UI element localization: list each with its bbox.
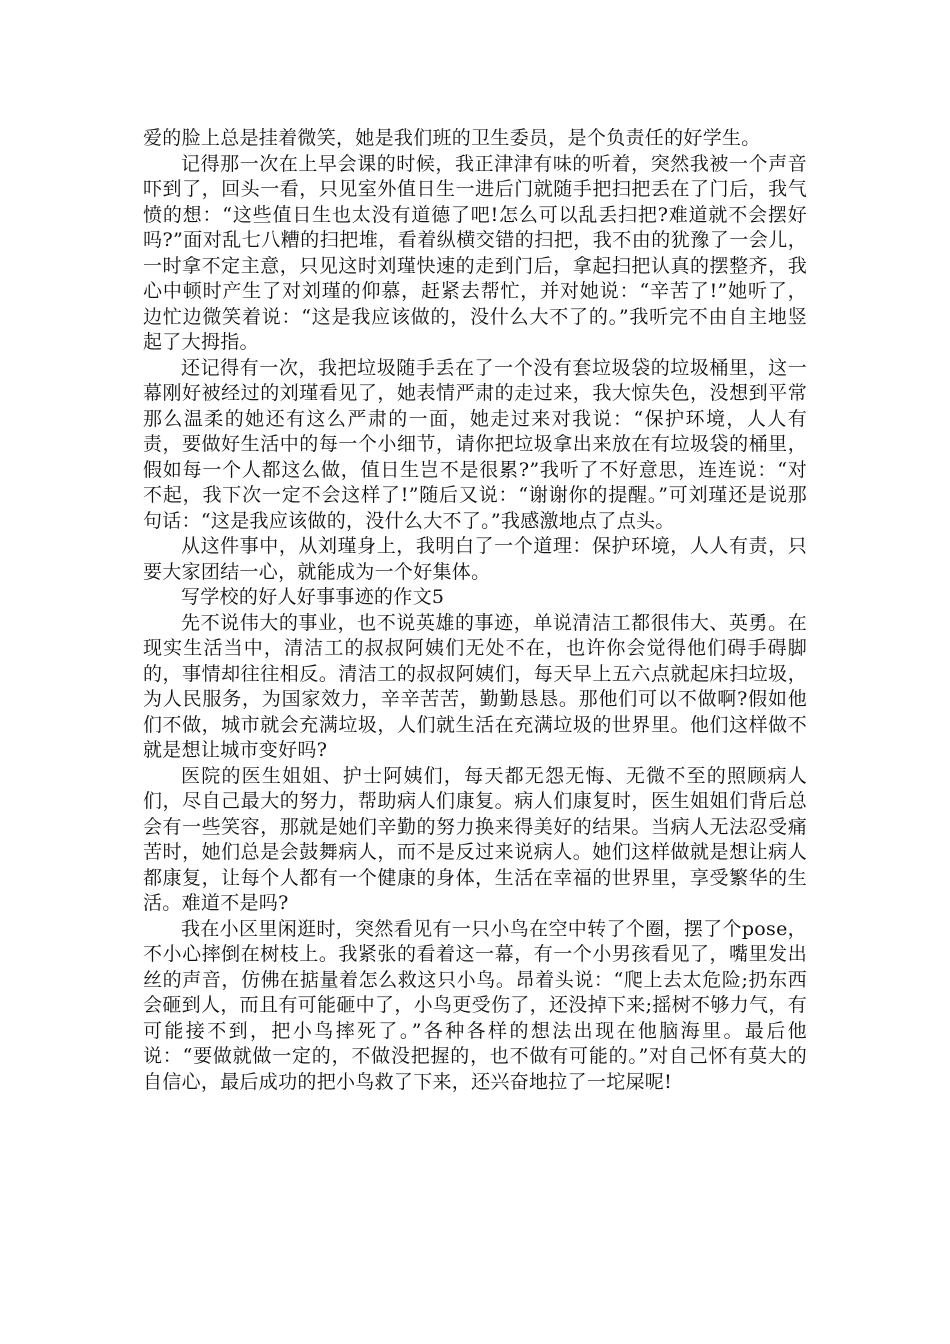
paragraph-cleaners: 先不说伟大的事业，也不说英雄的事迹，单说清洁工都很伟大、英勇。在现实生活当中，清洁工的叔叔阿姨们无处不在，也许你会觉得他们碍手碍脚的，事情却往往相反。清洁工的叔叔阿姨们，每天早上五六点就起床扫垃圾，为人民服务，为国家效力，辛辛苦苦，勤勤恳恳。那他们可以不做啊?假如他们不做，城市就会充满垃圾，人们就生活在充满垃圾的世界里。他们这样做不就是想让城市变好吗? bbox=[143, 611, 807, 761]
essay-heading: 写学校的好人好事事迹的作文5 bbox=[181, 586, 445, 608]
paragraph-broom-story: 记得那一次在上早会课的时候，我正津津有味的听着，突然我被一个声音吓到了，回头一看，只见室外值日生一进后门就随手把扫把丢在了门后，我气愤的想：“这些值日生也太没有道德了吧!怎么可以乱丢扫把?难道就不会摆好吗?”面对乱七八糟的扫把堆，看着纵横交错的扫把，我不由的犹豫了一会儿，一时拿不定主意，只见这时刘瑾快速的走到门后，拿起扫把认真的摆整齐，我心中顿时产生了对刘瑾的仰慕，赶紧去帮忙，并对她说：“辛苦了!”她听了，边忙边微笑着说：“这是我应该做的，没什么大不了的。”我听完不由自主地竖起了大拇指。 bbox=[143, 152, 807, 353]
paragraph-lesson: 从这件事中，从刘瑾身上，我明白了一个道理：保护环境，人人有责，只要大家团结一心，就能成为一个好集体。 bbox=[143, 535, 807, 583]
paragraph-bird-rescue: 我在小区里闲逛时，突然看见有一只小鸟在空中转了个圈，摆了个pose，不小心摔倒在树枝上。我紧张的看着这一幕，有一个小男孩看见了，嘴里发出丝的声音，仿佛在掂量着怎么救这只小鸟。昂着头说：“爬上去太危险;扔东西会砸到人，而且有可能砸中了，小鸟更受伤了，还没掉下来;摇树不够力气，有可能接不到，把小鸟摔死了。”各种各样的想法出现在他脑海里。最后他说：“要做就做一定的，不做没把握的，也不做有可能的。”对自己怀有莫大的自信心，最后成功的把小鸟救了下来，还兴奋地拉了一坨屎呢! bbox=[143, 917, 807, 1093]
paragraph-trash-story: 还记得有一次，我把垃圾随手丢在了一个没有套垃圾袋的垃圾桶里，这一幕刚好被经过的刘瑾看见了，她表情严肃的走过来，我大惊失色，没想到平常那么温柔的她还有这么严肃的一面，她走过来对我说：“保护环境，人人有责，要做好生活中的每一个小细节，请你把垃圾拿出来放在有垃圾袋的桶里，假如每一个人都这么做，值日生岂不是很累?”我听了不好意思，连连说：“对不起，我下次一定不会这样了!”随后又说：“谢谢你的提醒。”可刘瑾还是说那句话：“这是我应该做的，没什么大不了。”我感激地点了点头。 bbox=[143, 356, 807, 532]
document-body bbox=[143, 126, 807, 1095]
paragraph-intro-continuation: 爱的脸上总是挂着微笑，她是我们班的卫生委员，是个负责任的好学生。 bbox=[143, 127, 761, 149]
paragraph-doctors: 医院的医生姐姐、护士阿姨们，每天都无怨无悔、无微不至的照顾病人们，尽自己最大的努力，帮助病人们康复。病人们康复时，医生姐姐们背后总会有一些笑容，那就是她们辛勤的努力换来得美好的结果。当病人无法忍受痛苦时，她们总是会鼓舞病人，而不是反过来说病人。她们这样做就是想让病人都康复，让每个人都有一个健康的身体，生活在幸福的世界里，享受繁华的生活。难道不是吗? bbox=[143, 764, 807, 914]
